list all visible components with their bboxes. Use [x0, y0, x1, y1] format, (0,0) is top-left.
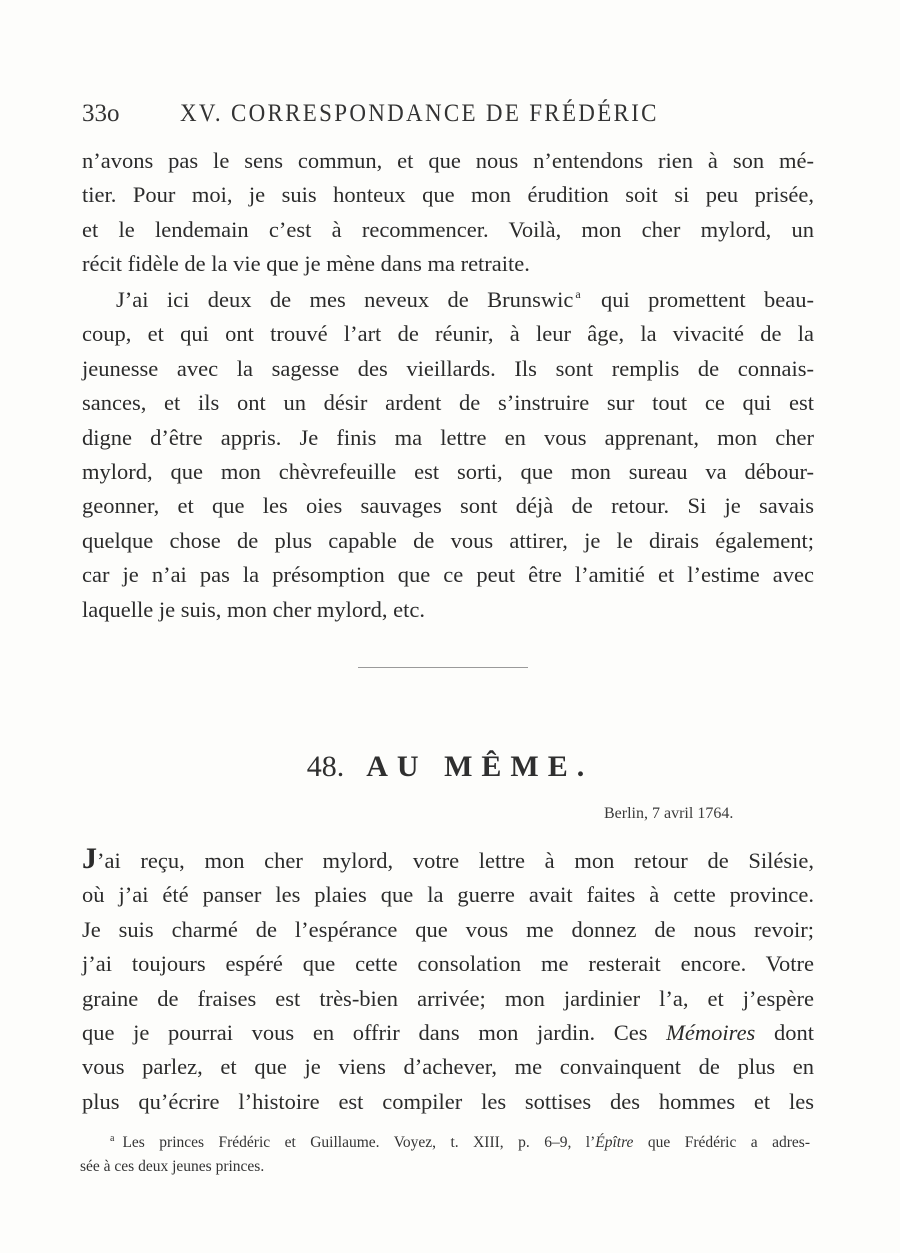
text-line: coup, et qui ont trouvé l’art de réunir, à leur âge, la vivacité de la: [82, 321, 814, 347]
text-line: jeunesse avec la sagesse des vieillards. Ils sont remplis de connais-: [82, 355, 814, 381]
text-line: [82, 844, 814, 878]
footnote-line: [80, 1131, 810, 1155]
dateline: Berlin, 7 avril 1764.: [604, 805, 734, 822]
text-line: graine de fraises est très-bien arrivée; mon jardinier l’a, et j’espère: [82, 985, 814, 1011]
letter-title: AU MÊME.: [366, 750, 594, 783]
text-line: [82, 283, 814, 317]
text-line: digne d’être appris. Je finis ma lettre en vous apprenant, mon cher: [82, 424, 814, 450]
text-fragment: dont: [755, 1019, 814, 1045]
letter-number: 48.: [306, 750, 345, 783]
italic-title: Mémoires: [666, 1019, 756, 1045]
paragraph-continued: [82, 144, 814, 282]
footnote: [80, 1131, 810, 1179]
text-line: [82, 1016, 814, 1050]
text-line: vous parlez, et que je viens d’achever, me convainquent de plus en: [82, 1054, 814, 1080]
running-title: XV. CORRESPONDANCE DE FRÉDÉRIC: [180, 100, 659, 127]
text-line: n’avons pas le sens commun, et que nous n’entendons rien à son mé-: [82, 148, 814, 173]
text-fragment: que Frédéric a adres-: [633, 1134, 810, 1151]
paragraph-nephews: [82, 283, 814, 627]
text-line: plus qu’écrire l’histoire est compiler les sottises des hommes et les: [82, 1088, 814, 1114]
drop-cap: J: [82, 842, 97, 875]
text-line: laquelle je suis, mon cher mylord, etc.: [82, 596, 426, 622]
text-line: j’ai toujours espéré que cette consolation me resterait encore. Votre: [82, 951, 814, 977]
text-line: sances, et ils ont un désir ardent de s’instruire sur tout ce qui est: [82, 390, 814, 416]
letter-body: [82, 844, 814, 1119]
text-fragment: que je pourrai vous en offrir dans mon jardin. Ces: [82, 1019, 667, 1045]
footnote-reference[interactable]: a: [575, 287, 581, 301]
text-line: quelque chose de plus capable de vous attirer, je le dirais également;: [82, 527, 814, 553]
text-line: Je suis charmé de l’espérance que vous me donnez de nous revoir;: [82, 916, 814, 942]
section-divider: [358, 667, 528, 668]
page-number: 33o: [82, 100, 120, 127]
text-fragment: qui promettent beau-: [601, 287, 814, 312]
letter-heading: [0, 750, 900, 784]
text-fragment: ’ai reçu, mon cher mylord, votre lettre à mon retour de Silésie,: [97, 848, 814, 873]
text-line: et le lendemain c’est à recommencer. Voilà, mon cher mylord, un: [82, 216, 814, 242]
footnote-marker: a: [110, 1133, 115, 1144]
text-line: récit fidèle de la vie que je mène dans ma retraite.: [82, 251, 530, 277]
running-head: [82, 100, 822, 134]
text-line: car je n’ai pas la présomption que ce peut être l’amitié et l’estime avec: [82, 562, 814, 588]
text-line: tier. Pour moi, je suis honteux que mon érudition soit si peu prisée,: [82, 182, 814, 208]
text-line: où j’ai été panser les plaies que la guerre avait faites à cette province.: [82, 882, 814, 908]
text-fragment: Les princes Frédéric et Guillaume. Voyez, t. XIII, p. 6–9, l’: [122, 1134, 596, 1151]
footnote-line: sée à ces deux jeunes princes.: [80, 1158, 265, 1175]
italic-title: Épître: [595, 1134, 634, 1151]
text-fragment: J’ai ici deux de mes neveux de Brunswic: [116, 287, 574, 312]
text-line: geonner, et que les oies sauvages sont déjà de retour. Si je savais: [82, 493, 814, 519]
text-line: mylord, que mon chèvrefeuille est sorti, que mon sureau va débour-: [82, 458, 814, 484]
